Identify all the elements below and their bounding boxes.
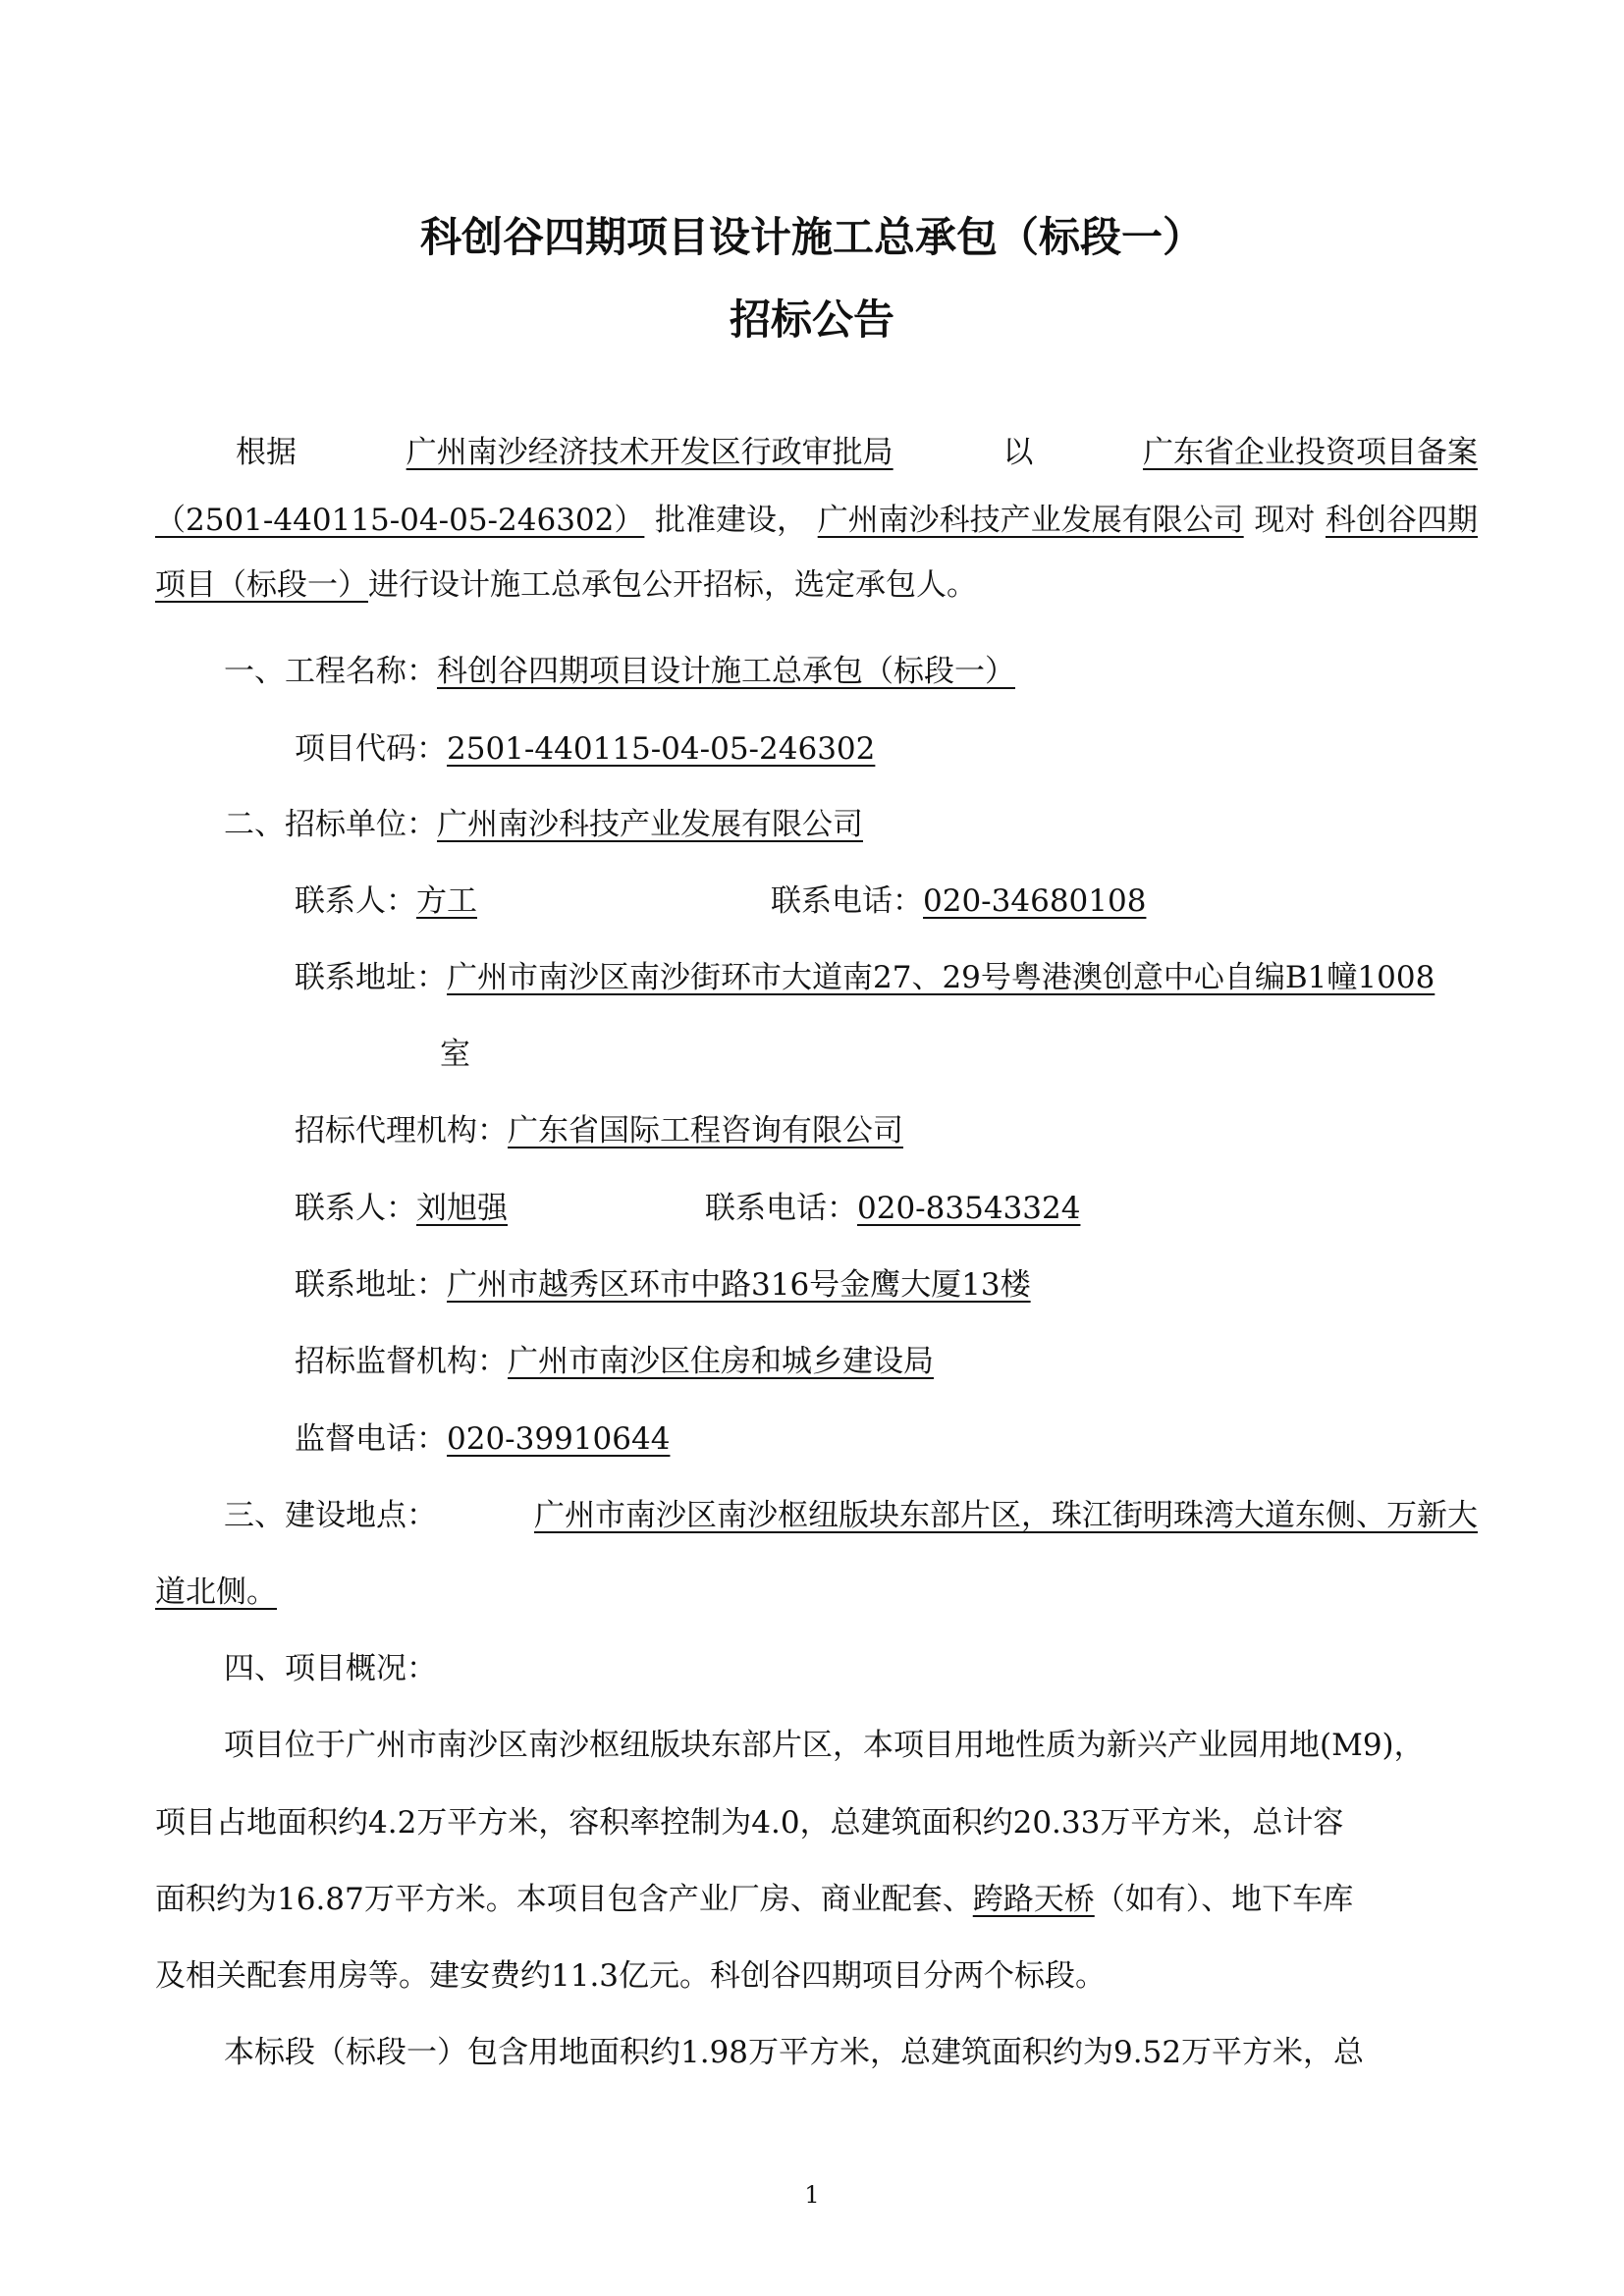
supervision-phone: 监督电话：020-39910644 [295, 1421, 671, 1457]
contact-address-2: 联系地址：广州市越秀区环市中路316号金鹰大厦13楼 [295, 1267, 1031, 1303]
overview-line-2: 项目占地面积约4.2万平方米，容积率控制为4.0，总建筑面积约20.33万平方米，总计容 [155, 1805, 1344, 1841]
overview-line-3: 面积约为16.87万平方米。本项目包含产业厂房、商业配套、跨路天桥（如有）、地下车库 [155, 1882, 1354, 1917]
overview-line-4: 及相关配套用房等。建安费约11.3亿元。科创谷四期项目分两个标段。 [155, 1958, 1107, 1994]
overview-line-1: 项目位于广州市南沙区南沙枢纽版块东部片区，本项目用地性质为新兴产业园用地(M9)， [224, 1728, 1425, 1763]
tender-agent: 招标代理机构：广东省国际工程咨询有限公司 [295, 1113, 903, 1148]
intro-line-3: 项目（标段一）进行设计施工总承包公开招标，选定承包人。 [155, 567, 977, 603]
section-location: 三、建设地点： 广州市南沙区南沙枢纽版块东部片区，珠江街明珠湾大道东侧、万新大 [224, 1498, 1478, 1533]
title-line-2: 招标公告 [729, 295, 894, 344]
title-line-1: 科创谷四期项目设计施工总承包（标段一） [419, 213, 1204, 261]
section-location-cont: 道北侧。 [155, 1575, 277, 1610]
section-project-name: 一、工程名称：科创谷四期项目设计施工总承包（标段一） [224, 654, 1015, 689]
contact-person-1: 联系人：方工 [295, 883, 477, 919]
section-overview: 四、项目概况： [224, 1651, 437, 1686]
overview-line-5: 本标段（标段一）包含用地面积约1.98万平方米，总建筑面积约为9.52万平方米，总 [224, 2035, 1365, 2070]
contact-address-1: 联系地址：广州市南沙区南沙街环市大道南27、29号粤港澳创意中心自编B1幢1008 [295, 960, 1435, 995]
contact-phone-2: 联系电话：020-83543324 [705, 1191, 1081, 1226]
intro-line-2: （2501-440115-04-05-246302） 批准建设， 广州南沙科技产业发展有限公司 现对 科创谷四期 [155, 503, 1478, 538]
contact-person-2: 联系人：刘旭强 [295, 1191, 508, 1226]
intro-line-1: 根据 广州南沙经济技术开发区行政审批局 以 广东省企业投资项目备案 [236, 435, 1478, 470]
contact-address-1-cont: 室 [440, 1037, 470, 1072]
section-tenderer: 二、招标单位：广州南沙科技产业发展有限公司 [224, 807, 863, 842]
supervision-authority: 招标监督机构：广州市南沙区住房和城乡建设局 [295, 1344, 934, 1379]
page-number: 1 [804, 2181, 820, 2209]
project-code: 项目代码：2501-440115-04-05-246302 [295, 731, 876, 767]
contact-phone-1: 联系电话：020-34680108 [771, 883, 1147, 919]
